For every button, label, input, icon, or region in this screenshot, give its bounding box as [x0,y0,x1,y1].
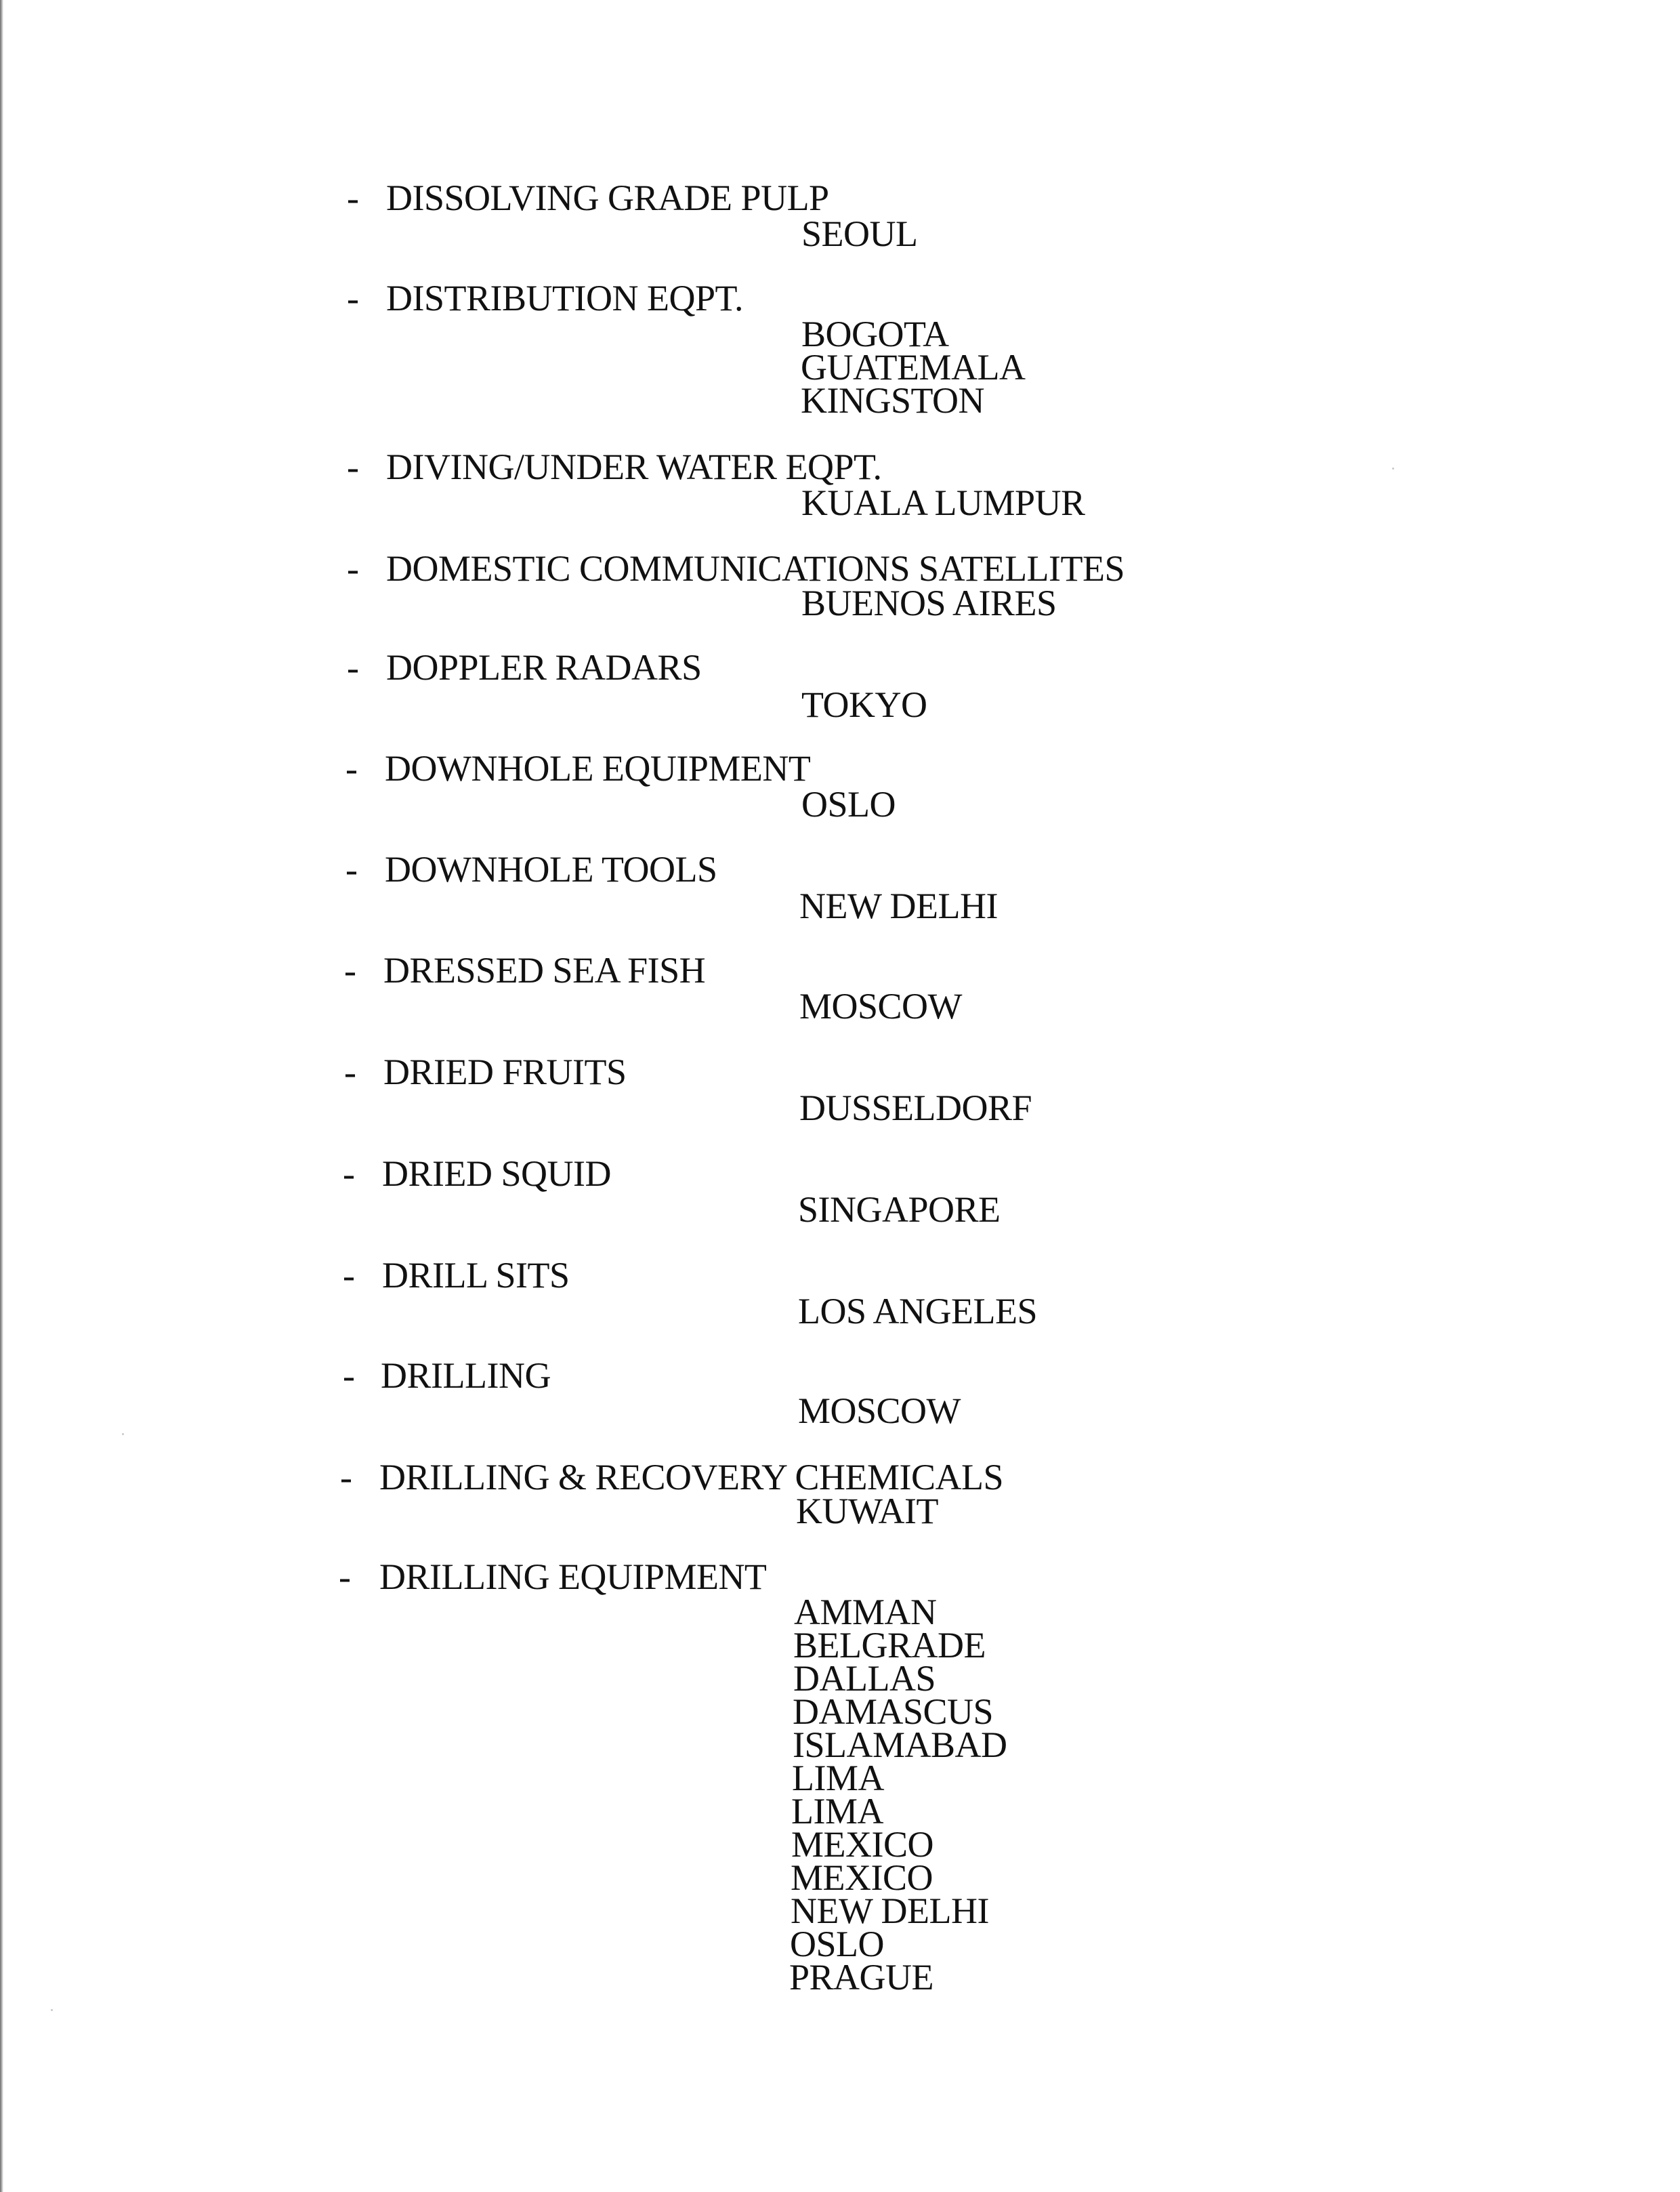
city-name: AMMAN [794,1592,937,1632]
city-name: OSLO [790,1924,885,1964]
category-label: DISTRIBUTION EQPT. [386,278,743,318]
category-label: DRILLING [381,1355,551,1396]
city-name: MEXICO [791,1857,933,1898]
bullet-dash: - [347,647,359,688]
bullet-dash: - [345,748,358,789]
city-name: SEOUL [801,213,918,254]
category-label: DIVING/UNDER WATER EQPT. [386,447,882,487]
category-label: DRILLING EQUIPMENT [379,1556,767,1597]
city-name: PRAGUE [789,1957,934,1998]
bullet-dash: - [347,178,359,218]
bullet-dash: - [343,1255,355,1296]
city-name: BUENOS AIRES [801,583,1057,623]
category-label: DOWNHOLE TOOLS [385,849,717,890]
city-name: DALLAS [793,1658,936,1699]
bullet-dash: - [344,950,356,991]
city-name: KINGSTON [801,380,985,421]
city-name: ISLAMABAD [793,1724,1007,1765]
city-name: BELGRADE [793,1625,986,1666]
bullet-dash: - [339,1556,351,1597]
category-label: DOMESTIC COMMUNICATIONS SATELLITES [386,548,1125,589]
city-name: LOS ANGELES [798,1291,1038,1331]
city-name: BOGOTA [801,314,949,354]
city-name: LIMA [791,1791,883,1832]
city-name: MEXICO [791,1824,933,1865]
city-name: DAMASCUS [793,1691,994,1732]
city-name: MOSCOW [799,986,963,1027]
city-name: NEW DELHI [799,886,998,926]
category-label: DRESSED SEA FISH [383,950,706,991]
bullet-dash: - [347,447,359,487]
city-name: TOKYO [801,684,927,725]
category-label: DRIED FRUITS [383,1052,627,1092]
bullet-dash: - [343,1355,355,1396]
category-label: DOWNHOLE EQUIPMENT [385,748,811,789]
bullet-dash: - [345,849,358,890]
city-name: OSLO [801,784,896,825]
city-name: SINGAPORE [798,1189,1001,1230]
bullet-dash: - [343,1153,355,1194]
bullet-dash: - [347,278,359,318]
city-name: KUWAIT [796,1491,938,1531]
city-name: MOSCOW [798,1390,961,1431]
city-name: KUALA LUMPUR [801,482,1085,523]
bullet-dash: - [347,548,359,589]
category-label: DOPPLER RADARS [386,647,702,688]
category-label: DRIED SQUID [382,1153,611,1194]
category-label: DRILLING & RECOVERY CHEMICALS [379,1457,1004,1497]
city-name: DUSSELDORF [799,1088,1032,1128]
city-name: NEW DELHI [791,1890,989,1931]
category-label: DISSOLVING GRADE PULP [386,178,829,218]
city-name: GUATEMALA [801,347,1026,388]
bullet-dash: - [344,1052,356,1092]
category-label: DRILL SITS [382,1255,570,1296]
city-name: LIMA [792,1758,884,1798]
bullet-dash: - [340,1457,352,1497]
